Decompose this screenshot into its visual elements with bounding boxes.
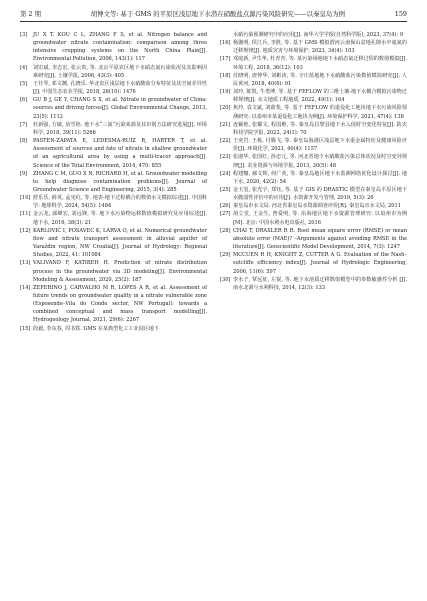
reference-entry — [20, 64, 207, 80]
reference-entry — [220, 137, 407, 153]
reference-number: [30] — [220, 276, 231, 283]
reference-entry — [20, 137, 207, 170]
reference-entry — [20, 170, 207, 194]
reference-entry — [20, 284, 207, 325]
reference-text: 金云龙, 邱峰宏, 刘远锋, 等. 地下水污染物运移数值模拟研究及应用综述[J]. 地下水, 2016, 38(3): 21 — [33, 211, 207, 226]
reference-entry — [220, 55, 407, 71]
reference-number: [6] — [20, 97, 28, 104]
reference-number: [24] — [220, 170, 231, 177]
reference-number: [7] — [20, 121, 28, 128]
reference-number: [13] — [20, 260, 31, 267]
reference-number: [21] — [220, 121, 231, 128]
reference-text: PASTEN-ZAPATA E, LEDESMA-RUIZ R, HARTER T, et al. Assessment of sources and fate of nitrate in shallow groundwater of an agricultural area by using a multi-tracer approach[J]. Science of the Total Environment, 2014, 470: 855 — [33, 138, 207, 169]
reference-text: GU B J, GE Y, CHANG S X, et al. Nitrate in groundwater of China: sources and driving forces[J]. Global Environmental Change, 2013, 23(5): 1112 — [33, 97, 207, 120]
reference-number: [27] — [220, 211, 231, 218]
reference-text: 付晓明, 唐仲华, 刘彬涛, 等. 宇庄蓝地地下水硝酸盐污染数值模拟研究[J]. 人民黄河, 2018, 40(6): 91 — [233, 72, 407, 87]
running-title: 胡博文等: 基于 GMS 的平原区浅层地下水潜在硝酸盐点源污染风险研究——以秦皇岛为例 — [90, 10, 346, 18]
reference-text: ZEFERINO J, CARVALHO M R, LOPES A R, et al. Assessment of future trends on groundwater quality in a nitrate vulnerable zone (Esposende–Vila do Conde sector, NW Portugal): towards a combined conceptual and mass transport modelling[J]. Hydrogeology Journal, 2021, 29(6): 2267 — [33, 284, 207, 324]
reference-number: [18] — [220, 72, 231, 79]
reference-number: [22] — [220, 138, 231, 145]
reference-entry — [20, 259, 207, 283]
reference-columns — [20, 31, 407, 333]
reference-entry — [220, 88, 407, 104]
reference-text: 杜新强, 方敏, 冶雪艳. 地下水“三氮”污染来源及其识别方法研究进展[J]. 环境科学, 2018, 39(11): 5266 — [33, 121, 207, 136]
reference-text: 邓庭新, 尹生华, 杜青青, 等. 某污染场地地下水硝态氮迁移过程的数值模拟[J]. 环境工程, 2018, 36(12): 103 — [233, 56, 407, 71]
reference-entry — [220, 276, 407, 292]
reference-number: [4] — [20, 64, 28, 71]
reference-entry — [220, 210, 407, 226]
reference-text: KARLOVIĆ I, POSAVEC K, LARVA O, et al. Numerical groundwater flow and nitrate transport assessment in alluvial aquifer of Varaždin region, NW Croatia[J]. Journal of Hydrology: Regional Studies, 2022, 41: 101084 — [33, 227, 207, 259]
reference-entry — [220, 170, 407, 186]
reference-text: 连颖艳, 张耀文, 程国维, 等. 秦皇岛昌黎县地下水入侵时空变化特征[J]. 防灾科技学院学报, 2022, 24(1): 70 — [233, 121, 407, 136]
reference-entry — [220, 39, 407, 55]
issue-number: 第 2 期 — [20, 10, 41, 18]
page-header — [20, 10, 407, 22]
reference-number: [14] — [20, 284, 31, 291]
reference-number: [12] — [20, 227, 31, 234]
reference-column-right — [220, 31, 407, 333]
reference-text: 张淑华, 张国红, 孙忠元, 等. 河北省地下水硝酸盐污染总体状况及时空变异规律[J]. 农业资源与环境学报, 2013, 30(5): 48 — [233, 154, 407, 169]
reference-number: [16] — [220, 40, 231, 47]
reference-number: [26] — [220, 203, 231, 210]
reference-number: [15] — [20, 325, 31, 332]
reference-entry — [220, 251, 407, 275]
reference-text: 段毅, 李东春, 周书铁. GMS 在某典型化工工业园区地下 — [33, 325, 159, 332]
reference-number: [3] — [20, 32, 28, 38]
reference-number: [19] — [220, 89, 231, 96]
reference-text: 金玉玺, 张光宇, 郑钰, 等. 基于 GIS 的 DRASTIC 模型在秦皇岛平原区地下水脆弱性评价中的应用[J]. 水资源开发与管理, 2019, 5(3): 26 — [233, 186, 407, 202]
reference-text: 刘玲, 陈凯, 牛勇博, 等. 基于 FEFLOW 的三维土壤-地下水耦合模拟污染物迁移规律[J]. 水文地质工程地质, 2022, 49(1): 164 — [233, 89, 407, 104]
reference-entry — [20, 210, 207, 226]
reference-entry — [220, 31, 407, 39]
reference-entry — [220, 153, 407, 169]
reference-text: 秦皇岛市水文局. 河北省秦皇岛水资源调查评价[R]. 秦皇岛市水文局, 2011 — [233, 203, 402, 210]
reference-number: [20] — [220, 105, 231, 112]
reference-column-left — [20, 31, 207, 333]
reference-number: [8] — [20, 138, 28, 145]
reference-number: [25] — [220, 186, 231, 193]
reference-text: CHAI T, DRAXLER R R. Root mean square error (RMSE) or mean absolute error (MAE)? –Arguments against avoiding RMSE in the literature[J]. Geoscientific Model Development, 2014, 7(3): 1247 — [233, 227, 407, 251]
reference-entry — [20, 325, 207, 333]
reference-entry — [220, 227, 407, 251]
page-number: 159 — [394, 10, 407, 18]
reference-number: [5] — [20, 80, 28, 87]
reference-number: [11] — [20, 211, 31, 218]
reference-text: 刘宏斌, 李志宏, 张云贵, 等. 北京平原农区地下水硝态氮污染状况及其影响因素研究[J]. 土壤学报, 2006, 43(3): 405 — [33, 64, 207, 79]
reference-text: 程建娜, 郝文辉, 何广英, 等. 秦皇岛地区地下水监测网络优化设计探讨[J]. 地下水, 2020, 42(2): 54 — [233, 170, 407, 185]
reference-text: MCCUEN R H, KNIGHT Z, CUTTER A G. Evaluation of the Nash–sutcliffe efficiency index[J]. Journal of Hydrologic Engineering, 2006, 11(6): 597 — [233, 252, 407, 275]
reference-entry — [20, 194, 207, 210]
reference-number: [10] — [20, 195, 31, 202]
reference-text: 舒乐乐, 薛英, 孟宪红, 等. 地表-地下过程耦合的数值水文模拟综述[J]. 中国科学: 地球科学, 2024, 54(5): 1484 — [33, 195, 207, 210]
reference-entry — [20, 121, 207, 137]
reference-text: JU X T, KOU C L, ZHANG F S, et al. Nitrogen balance and groundwater nitrate contamination: comparison among three intensive cropping systems on the North China Plain[J]. Environmental Pollution, 2006, 143(1): 117 — [33, 32, 207, 63]
reference-number: [29] — [220, 252, 231, 259]
reference-entry — [20, 227, 207, 260]
reference-entry — [20, 31, 207, 64]
reference-number: [23] — [220, 154, 231, 161]
reference-text: 王仕琴, 邓文渊, 孔晓乐. 华北农区浅层地下水硝酸盐分布特征及其空间差异性[J]. 中国生态农业学报, 2018, 26(10): 1476 — [33, 80, 207, 96]
reference-text: 水硝污染预测研究中的应用[J]. 南华大学学报(自然科学版), 2023, 37(4): 9 — [233, 32, 404, 38]
reference-entry — [20, 96, 207, 120]
reference-entry — [220, 121, 407, 137]
reference-number: [9] — [20, 170, 28, 177]
reference-number: [28] — [220, 227, 231, 234]
reference-text: 李水子, 覃远征, 左锐, 等. 地下水溶质迁移数值模型中的参数敏感性分析 [J]. 南水北调与水利科技, 2014, 12(3): 133 — [233, 276, 407, 291]
reference-number: [17] — [220, 56, 231, 63]
reference-entry — [220, 186, 407, 202]
reference-text: VALIVAND F, KATIBEH H. Prediction of nitrate distribution process in the groundwater via 3D modeling[J]. Environmental Modeling & Assessment, 2020, 25(2): 187 — [33, 260, 207, 283]
reference-text: 杨伽明, 侯江兵, 李胜, 等. 基于 GMS 模拟渭河云南保山盆地孔隙水中氨氮的迁移规律[J]. 地质灾害与环境保护, 2023, 34(4): 103 — [233, 40, 407, 55]
reference-text: 王奕岩, 王栋, 付腾飞, 等. 秦皇岛海港区浅层地下水重金属特征及健康风险评价[J]. 环境化学, 2021, 40(4): 1157 — [233, 138, 407, 153]
reference-entry — [220, 202, 407, 210]
reference-text: 焦玲, 袁文斌, 刘蔚斐, 等. 基于 FEFLOW 的退役化工地块地下水污染风险预测研究: 以泰州市某退役化工地块为例[J]. 环境保护科学, 2021, 47(4): 138 — [233, 105, 407, 120]
reference-entry — [220, 104, 407, 120]
reference-entry — [220, 72, 407, 88]
reference-entry — [20, 80, 207, 96]
reference-text: 胡立堂, 王金生, 曾爱明, 等. 沿海地区地下水资源管理研究: 以泉州市为例[M]. 北京: 中国水利水电出版社, 2016 — [233, 211, 407, 226]
reference-text: ZHANG C M, GUO X N, RICHARD H, et al. Groundwater modelling to help diagnose contamination problems[J]. Journal of Groundwater Science and Engineering, 2015, 3(4): 285 — [33, 170, 207, 193]
reference-number — [220, 31, 233, 39]
